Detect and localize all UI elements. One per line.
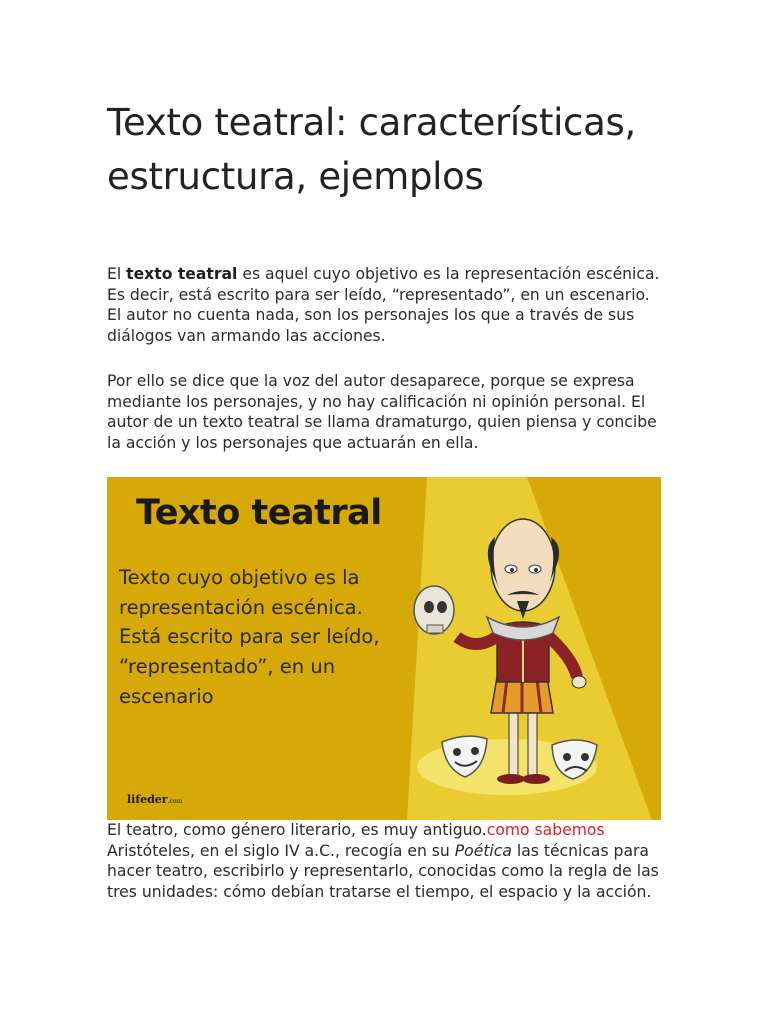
como-sabemos-link[interactable]: como sabemos xyxy=(486,821,605,839)
third-text-end: las técnicas para hacer teatro, escribirlo y representarlo, conocidas como la regla de las tres unidades: cómo debían tratarse el tiempo, el espacio y la acción. xyxy=(107,841,659,901)
intro-text-end: es aquel cuyo objetivo es la representación escénica. Es decir, está escrito para ser leído, “representado”, en un escenario. El autor no cuenta nada, son los personajes los que a través de sus diálogos van armando las acciones. xyxy=(107,265,660,345)
second-paragraph: Por ello se dice que la voz del autor desaparece, porque se expresa mediante los personajes, y no hay calificación ni opinión personal. El autor de un texto teatral se llama dramaturgo, quien piensa y concibe la acción y los personajes que actuarán en ella. xyxy=(107,372,657,452)
infographic-body: Texto cuyo objetivo es la representación escénica. Está escrito para ser leído, “representado”, en un escenario xyxy=(119,566,380,708)
lifeder-logo xyxy=(127,793,182,806)
third-text-mid: Aristóteles, en el siglo IV a.C., recogía en su xyxy=(107,841,455,860)
intro-text-start: El xyxy=(107,265,127,283)
comedy-mask-icon xyxy=(442,736,487,777)
intro-paragraph xyxy=(107,264,667,346)
poetica-italic: Poética xyxy=(454,841,512,860)
tragedy-mask-icon xyxy=(552,740,597,779)
infographic-title: Texto teatral xyxy=(136,493,382,533)
logo-text: lifeder xyxy=(127,793,168,806)
page-title: Texto teatral: características, estructura, ejemplos xyxy=(107,101,636,198)
skull-icon xyxy=(414,586,454,634)
third-paragraph xyxy=(107,820,667,902)
third-text-start: El teatro, como género literario, es muy antiguo. xyxy=(107,821,487,839)
shakespeare-illustration xyxy=(387,477,661,820)
infographic-image xyxy=(107,477,661,820)
intro-bold-term: texto teatral xyxy=(126,265,238,283)
logo-suffix: .com xyxy=(167,798,183,805)
